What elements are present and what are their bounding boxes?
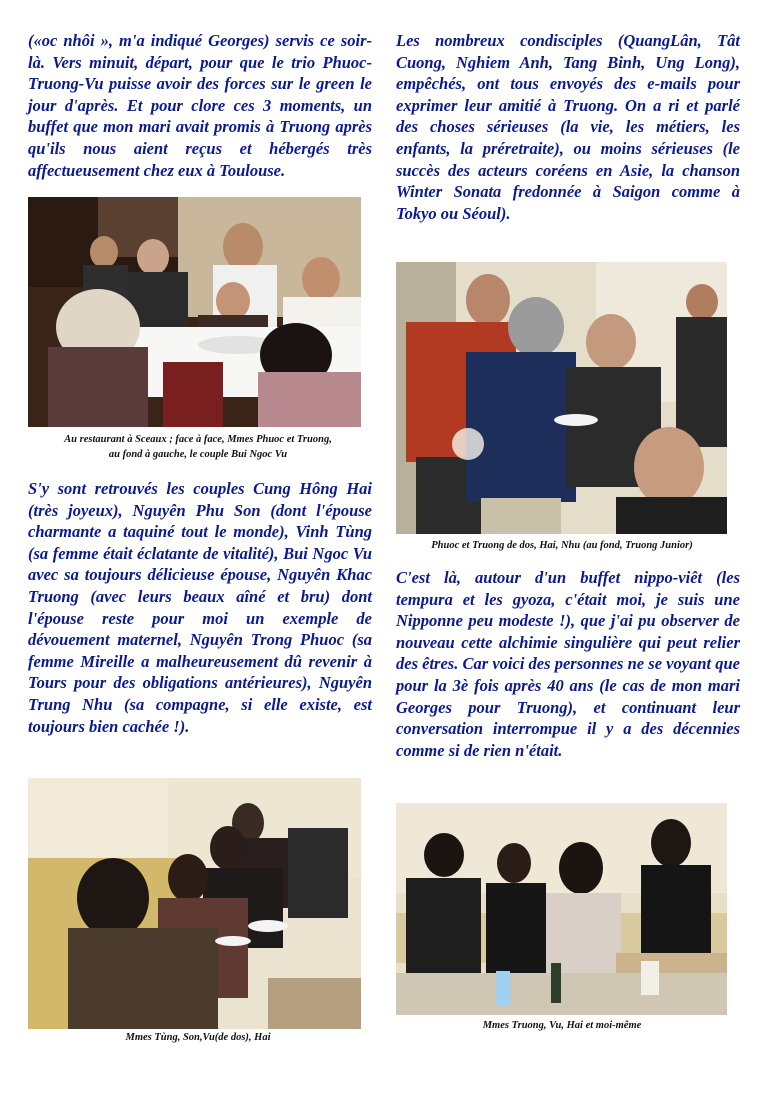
photo-mmes-truong-vu-hai — [396, 803, 727, 1015]
photo-phuoc-truong — [396, 262, 727, 534]
paragraph-couples: S'y sont retrouvés les couples Cung Hông Hai (très joyeux), Nguyên Phu Son (dont l'épouse charmante a taquiné tout le monde), Vinh Tùng (sa femme était éclatante de vitalité), Bui Ngoc Vu avec sa toujours délicieuse épouse, Nguyên Khac Truong (avec leurs beaux aîné et bru) dont l'épouse reste pour moi un exemple de dévouement maternel, Nguyên Trong Phuoc (sa femme Mireille a malheureusement dû revenir à Tours pour des obligations antérieures), Nguyên Trung Nhu (sa compagne, si elle existe, est toujours bien cachée !). — [28, 479, 372, 736]
caption-phuoc-truong: Phuoc et Truong de dos, Hai, Nhu (au fond, Truong Junior) — [431, 540, 693, 551]
photo-mmes-tung-son-vu-hai — [28, 778, 361, 1029]
photo-restaurant-sceaux — [28, 197, 361, 427]
paragraph-alchemy: C'est là, autour d'un buffet nippo-viêt (les tempura et les gyoza, c'était moi, je suis une Nipponne peu modeste !), que j'ai pu observer de nouveau cette alchimie singulière qui peut relier des êtres. Car voici des personnes ne se voyant que pour la 3è fois après 40 ans (le cas de mon mari Georges pour Truong), et continuant leur conversation interrompue il y a des décennies comme si de rien n'était. — [396, 568, 740, 760]
caption-mmes-tung-son-vu-hai: Mmes Tùng, Son,Vu(de dos), Hai — [125, 1032, 271, 1043]
caption-restaurant-line1: Au restaurant à Sceaux ; face à face, Mmes Phuoc et Truong, — [64, 434, 332, 445]
caption-mmes-truong-vu-hai: Mmes Truong, Vu, Hai et moi-même — [482, 1020, 642, 1031]
paragraph-classmates: Les nombreux condisciples (QuangLân, Tât Cuong, Nghiem Anh, Tang Binh, Ung Long), empêchés, ont tous envoyés des e-mails pour exprimer leur amitié à Truong. On a ri et parlé des choses sérieuses (la vie, les métiers, les enfants, la préretraite), ou moins sérieuses (le succès des acteurs coréens en Asie, la chanson Winter Sonata fredonnée à Saigon comme à Tokyo ou Séoul). — [396, 31, 740, 223]
caption-restaurant-line2: au fond à gauche, le couple Bui Ngoc Vu — [108, 449, 288, 460]
paragraph-buffet-intro: («oc nhôi », m'a indiqué Georges) servis ce soir-là. Vers minuit, départ, pour que le trio Phuoc-Truong-Vu puisse avoir des forces sur le green le jour d'après. Et pour clore ces 3 moments, un buffet que mon mari avait promis à Truong après qu'ils nous aient reçus et hébergés très affectueusement chez eux à Toulouse. — [28, 31, 372, 180]
